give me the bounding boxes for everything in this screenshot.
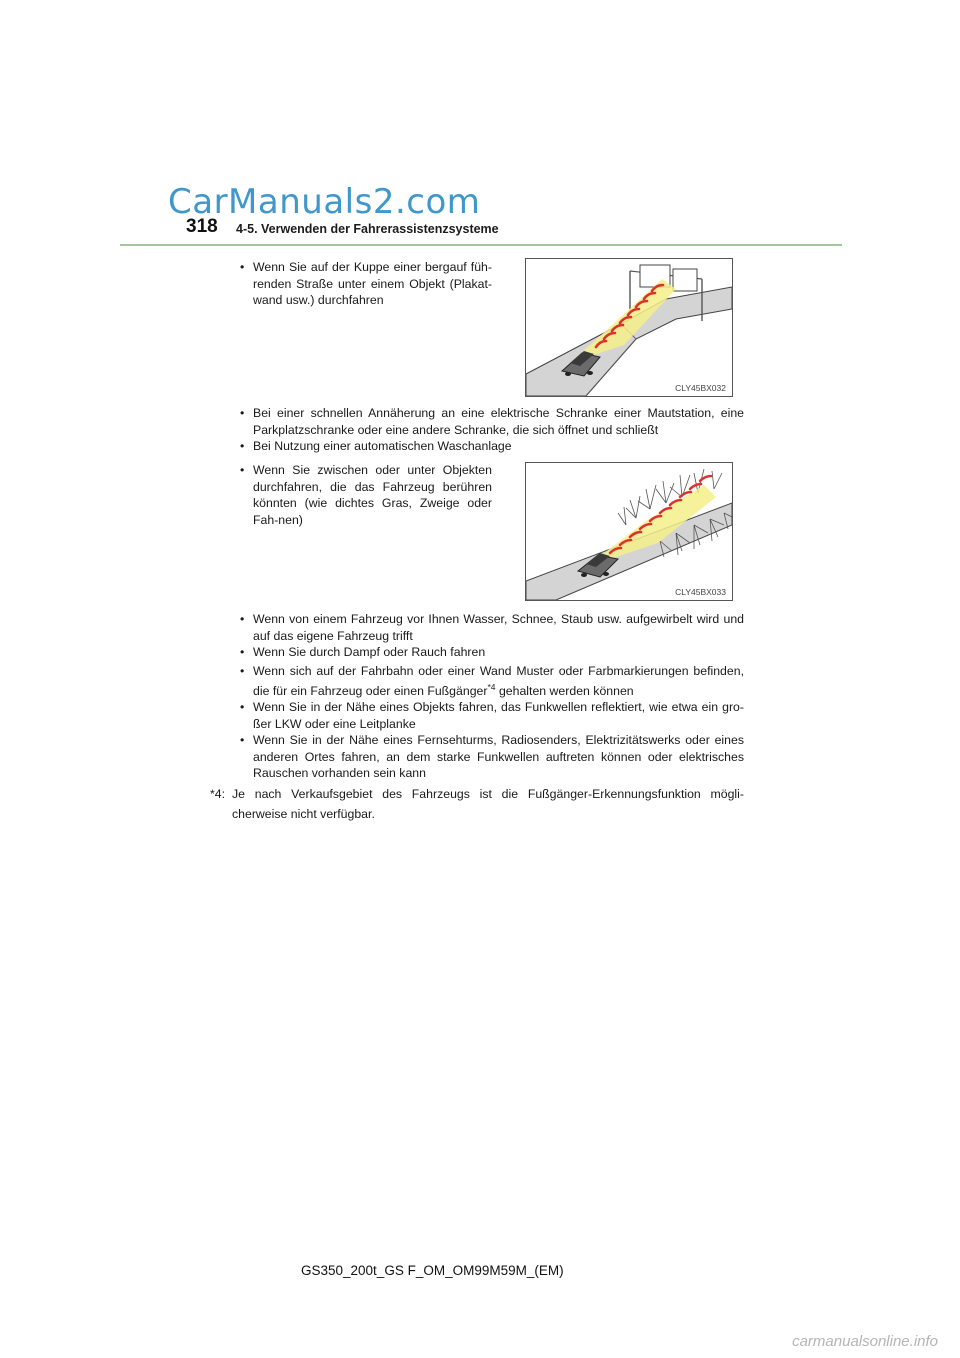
bullet-dot: • xyxy=(240,463,245,477)
bullet-item xyxy=(240,438,744,455)
section-title: 4-5. Verwenden der Fahrerassistenzsysteme xyxy=(236,222,499,236)
bullet-item xyxy=(240,611,744,644)
hill-billboard-illustration xyxy=(526,259,732,396)
bullet-dot: • xyxy=(240,664,245,678)
watermark-logo-top: CarManuals2.com xyxy=(168,182,481,222)
bullet-dot: • xyxy=(240,645,245,659)
bullet-dot: • xyxy=(240,260,245,274)
bullet-text: Wenn Sie zwischen oder unter Objekten durchfahren, die das Fahrzeug berühren könnten (wie dichtes Gras, Zweige oder Fah-nen) xyxy=(253,463,492,527)
bullet-text: Wenn Sie in der Nähe eines Objekts fahren, das Funkwellen reflektiert, wie etwa ein gro-ßer LKW oder eine Leitplanke xyxy=(253,700,744,731)
bullet-text: Bei einer schnellen Annäherung an eine elektrische Schranke einer Mautstation, eine Parkplatzschranke oder eine andere Schranke, die sich öffnet und schließt xyxy=(253,406,744,437)
bullet-text: Wenn von einem Fahrzeug vor Ihnen Wasser, Schnee, Staub usw. aufgewirbelt wird und auf das eigene Fahrzeug trifft xyxy=(253,612,744,643)
bullet-item xyxy=(240,259,492,309)
header-rule xyxy=(120,244,842,246)
bullet-text-cont: gehalten werden können xyxy=(495,684,634,698)
bullet-item xyxy=(240,661,744,701)
bullet-item xyxy=(240,644,744,661)
bullet-dot: • xyxy=(240,612,245,626)
footnote-reference: *4 xyxy=(487,681,496,692)
bullet-item xyxy=(240,405,744,438)
bullet-item xyxy=(240,699,744,732)
bullet-text: Wenn Sie in der Nähe eines Fernsehturms, Radiosenders, Elektrizitätswerks oder eines anderen Ortes fahren, an dem starke Funkwellen auftreten können oder elektrisches Rauschen vorhanden sein kann xyxy=(253,733,744,780)
bullet-dot: • xyxy=(240,733,245,747)
footnote xyxy=(210,784,744,824)
grass-branches-illustration xyxy=(526,463,732,600)
bullet-item xyxy=(240,732,744,782)
footer-code: GS350_200t_GS F_OM_OM99M59M_(EM) xyxy=(301,1263,564,1278)
bullet-item xyxy=(240,462,492,528)
page-number: 318 xyxy=(186,216,218,237)
bullet-text: Wenn Sie auf der Kuppe einer bergauf füh-renden Straße unter einem Objekt (Plakat-wand usw.) durchfahren xyxy=(253,260,492,307)
figure-code: CLY45BX033 xyxy=(675,587,726,597)
watermark-bottom: carmanualsonline.info xyxy=(792,1333,938,1350)
bullet-dot: • xyxy=(240,439,245,453)
bullet-dot: • xyxy=(240,700,245,714)
figure-grass-branches xyxy=(525,462,733,601)
bullet-text: Wenn sich auf der Fahrbahn oder einer Wand Muster oder Farbmarkierungen befinden, die für ein Fahrzeug oder einen Fußgänger xyxy=(253,664,744,698)
figure-hill-billboard xyxy=(525,258,733,397)
bullet-text: Wenn Sie durch Dampf oder Rauch fahren xyxy=(253,645,486,659)
footnote-mark: *4: xyxy=(210,787,226,801)
bullet-text: Bei Nutzung einer automatischen Waschanlage xyxy=(253,439,512,453)
figure-code: CLY45BX032 xyxy=(675,383,726,393)
footnote-text: Je nach Verkaufsgebiet des Fahrzeugs ist die Fußgänger-Erkennungsfunktion mögli-cherweise nicht verfügbar. xyxy=(232,787,744,821)
bullet-dot: • xyxy=(240,406,245,420)
